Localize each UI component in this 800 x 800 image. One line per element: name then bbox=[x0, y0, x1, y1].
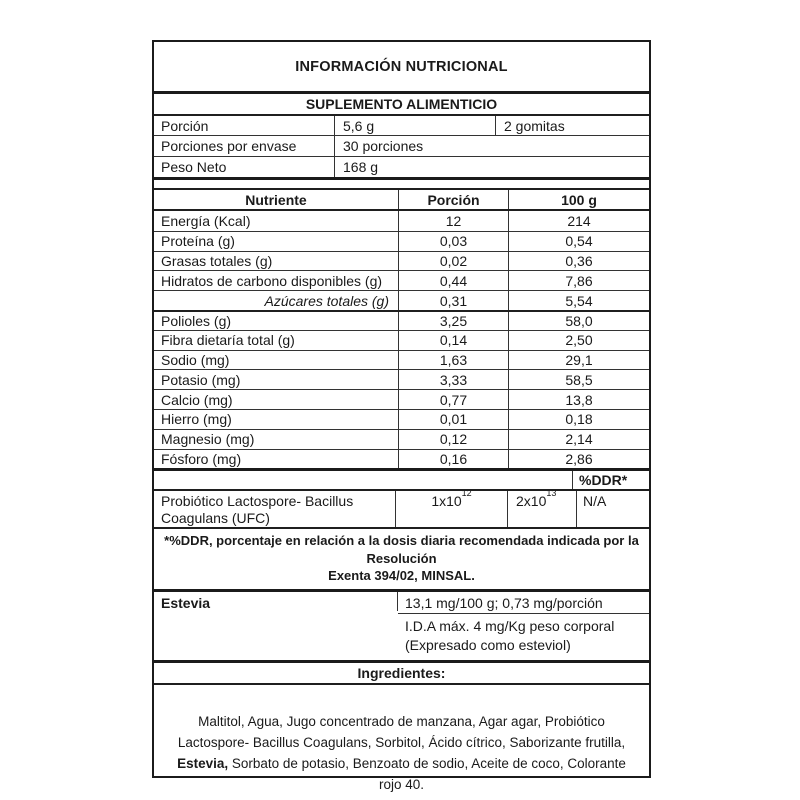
label-subtitle: SUPLEMENTO ALIMENTICIO bbox=[305, 96, 498, 112]
nutrient-porcion-value: 0,01 bbox=[398, 410, 508, 429]
nutrient-row-energia bbox=[154, 211, 649, 231]
nutrient-porcion-value: 0,03 bbox=[398, 232, 508, 251]
nutrient-name: Grasas totales (g) bbox=[161, 252, 273, 269]
nutrient-100g-value: 29,1 bbox=[508, 351, 649, 370]
nutrient-name: Fibra dietaría total (g) bbox=[161, 332, 295, 349]
nutrient-100g-value: 58,0 bbox=[508, 312, 649, 330]
label-title-row bbox=[154, 42, 649, 91]
portion-grams: 5,6 g bbox=[334, 116, 495, 135]
nutrient-porcion-value: 3,25 bbox=[398, 312, 508, 330]
servings-label: Porciones por envase bbox=[161, 138, 297, 154]
nutrition-label bbox=[152, 40, 651, 792]
probiotic-porcion-value: 1x10 12 bbox=[395, 491, 507, 527]
stevia-ida-line2: (Expresado como esteviol) bbox=[405, 636, 571, 653]
stevia-ida-line1: I.D.A máx. 4 mg/Kg peso corporal bbox=[405, 618, 615, 634]
probiotic-porcion-base: 1x10 bbox=[431, 493, 462, 510]
nutrient-name: Potasio (mg) bbox=[161, 371, 241, 388]
nutrient-porcion-value: 12 bbox=[398, 211, 508, 231]
nutrient-porcion-value: 0,16 bbox=[398, 450, 508, 469]
probiotic-ddr-value: N/A bbox=[576, 491, 649, 527]
stevia-amount: 13,1 mg/100 g; 0,73 mg/porción bbox=[398, 592, 649, 614]
nutrient-100g-value: 58,5 bbox=[508, 370, 649, 389]
stevia-label: Estevia bbox=[154, 592, 398, 611]
label-subtitle-row bbox=[154, 91, 649, 114]
nutrient-header-name: Nutriente bbox=[245, 191, 307, 208]
probiotic-100g-base: 2x10 bbox=[516, 493, 547, 510]
nutrient-row-hierro bbox=[154, 409, 649, 429]
nutrient-row-proteina bbox=[154, 231, 649, 251]
nutrient-row-fosforo bbox=[154, 449, 649, 469]
ingredients-header bbox=[154, 660, 649, 683]
ingredients-text-after: Sorbato de potasio, Benzoato de sodio, Aceite de coco, Colorante rojo 40. bbox=[228, 755, 626, 792]
probiotic-name: Probiótico Lactospore- Bacillus Coagulans (UFC) bbox=[161, 493, 354, 527]
nutrient-row-hidratos bbox=[154, 270, 649, 290]
nutrient-header-porcion: Porción bbox=[398, 190, 508, 209]
nutrient-100g-value: 0,36 bbox=[508, 252, 649, 271]
nutrient-name: Polioles (g) bbox=[161, 312, 232, 329]
net-weight-label: Peso Neto bbox=[161, 159, 227, 175]
probiotic-100g-value: 2x10 13 bbox=[507, 491, 576, 527]
nutrient-100g-value: 214 bbox=[508, 211, 649, 231]
nutrient-100g-value: 2,50 bbox=[508, 331, 649, 350]
stevia-section bbox=[154, 589, 649, 660]
portion-row bbox=[154, 114, 649, 135]
nutrient-name: Azúcares totales (g) bbox=[264, 292, 389, 309]
nutrient-name: Hidratos de carbono disponibles (g) bbox=[161, 272, 383, 289]
nutrient-100g-value: 2,14 bbox=[508, 430, 649, 449]
nutrient-row-polioles bbox=[154, 310, 649, 330]
nutrient-porcion-value: 1,63 bbox=[398, 351, 508, 370]
nutrient-porcion-value: 0,77 bbox=[398, 390, 508, 409]
nutrient-row-sodio bbox=[154, 350, 649, 370]
stevia-ida bbox=[398, 614, 649, 660]
ddr-header-row bbox=[154, 468, 649, 489]
nutrient-name: Magnesio (mg) bbox=[161, 431, 255, 448]
nutrient-100g-value: 0,18 bbox=[508, 410, 649, 429]
servings-value: 30 porciones bbox=[334, 136, 649, 156]
nutrient-100g-value: 2,86 bbox=[508, 450, 649, 469]
ddr-spacer-cell bbox=[154, 471, 572, 489]
nutrient-row-potasio bbox=[154, 369, 649, 389]
portion-units: 2 gomitas bbox=[495, 116, 649, 135]
portion-label: Porción bbox=[161, 117, 209, 134]
nutrient-porcion-value: 0,12 bbox=[398, 430, 508, 449]
nutrient-name: Fósforo (mg) bbox=[161, 450, 242, 467]
nutrient-row-fibra bbox=[154, 330, 649, 350]
net-weight-value: 168 g bbox=[334, 157, 649, 177]
nutrient-100g-value: 7,86 bbox=[508, 271, 649, 290]
net-weight-row bbox=[154, 156, 649, 177]
nutrient-porcion-value: 0,31 bbox=[398, 291, 508, 310]
nutrient-name: Calcio (mg) bbox=[161, 391, 233, 408]
nutrient-porcion-value: 3,33 bbox=[398, 370, 508, 389]
ddr-footnote-line1: *%DDR, porcentaje en relación a la dosis diaria recomendada indicada por la Resolución bbox=[164, 533, 639, 566]
nutrient-row-calcio bbox=[154, 389, 649, 409]
nutrient-table-header bbox=[154, 188, 649, 211]
ddr-footnote bbox=[154, 527, 649, 589]
nutrient-name: Hierro (mg) bbox=[161, 411, 232, 428]
servings-row bbox=[154, 135, 649, 156]
nutrient-row-azucares bbox=[154, 290, 649, 310]
nutrient-porcion-value: 0,44 bbox=[398, 271, 508, 290]
ddr-footnote-line2: Exenta 394/02, MINSAL. bbox=[328, 568, 475, 584]
nutrient-100g-value: 13,8 bbox=[508, 390, 649, 409]
nutrient-name: Sodio (mg) bbox=[161, 351, 230, 368]
ingredients-text bbox=[154, 683, 649, 792]
stevia-values bbox=[398, 592, 649, 660]
nutrient-row-grasas bbox=[154, 251, 649, 271]
ddr-header-label: %DDR* bbox=[572, 471, 649, 489]
ingredients-text-estevia: Estevia, bbox=[177, 755, 229, 771]
nutrient-100g-value: 0,54 bbox=[508, 232, 649, 251]
nutrient-porcion-value: 0,02 bbox=[398, 252, 508, 271]
nutrient-row-magnesio bbox=[154, 429, 649, 449]
spacer-row bbox=[154, 177, 649, 188]
nutrient-porcion-value: 0,14 bbox=[398, 331, 508, 350]
probiotic-row bbox=[154, 489, 649, 527]
nutrient-100g-value: 5,54 bbox=[508, 291, 649, 310]
label-title: INFORMACIÓN NUTRICIONAL bbox=[295, 58, 508, 75]
ingredients-header-label: Ingredientes: bbox=[357, 664, 446, 681]
nutrient-header-100g: 100 g bbox=[508, 190, 649, 209]
ingredients-text-before: Maltitol, Agua, Jugo concentrado de manzana, Agar agar, Probiótico Lactospore- Bacillus Coagulans, Sorbitol, Ácido cítrico, Saborizante frutilla, bbox=[177, 713, 626, 750]
nutrient-name: Proteína (g) bbox=[161, 233, 235, 250]
nutrient-name: Energía (Kcal) bbox=[161, 212, 251, 229]
